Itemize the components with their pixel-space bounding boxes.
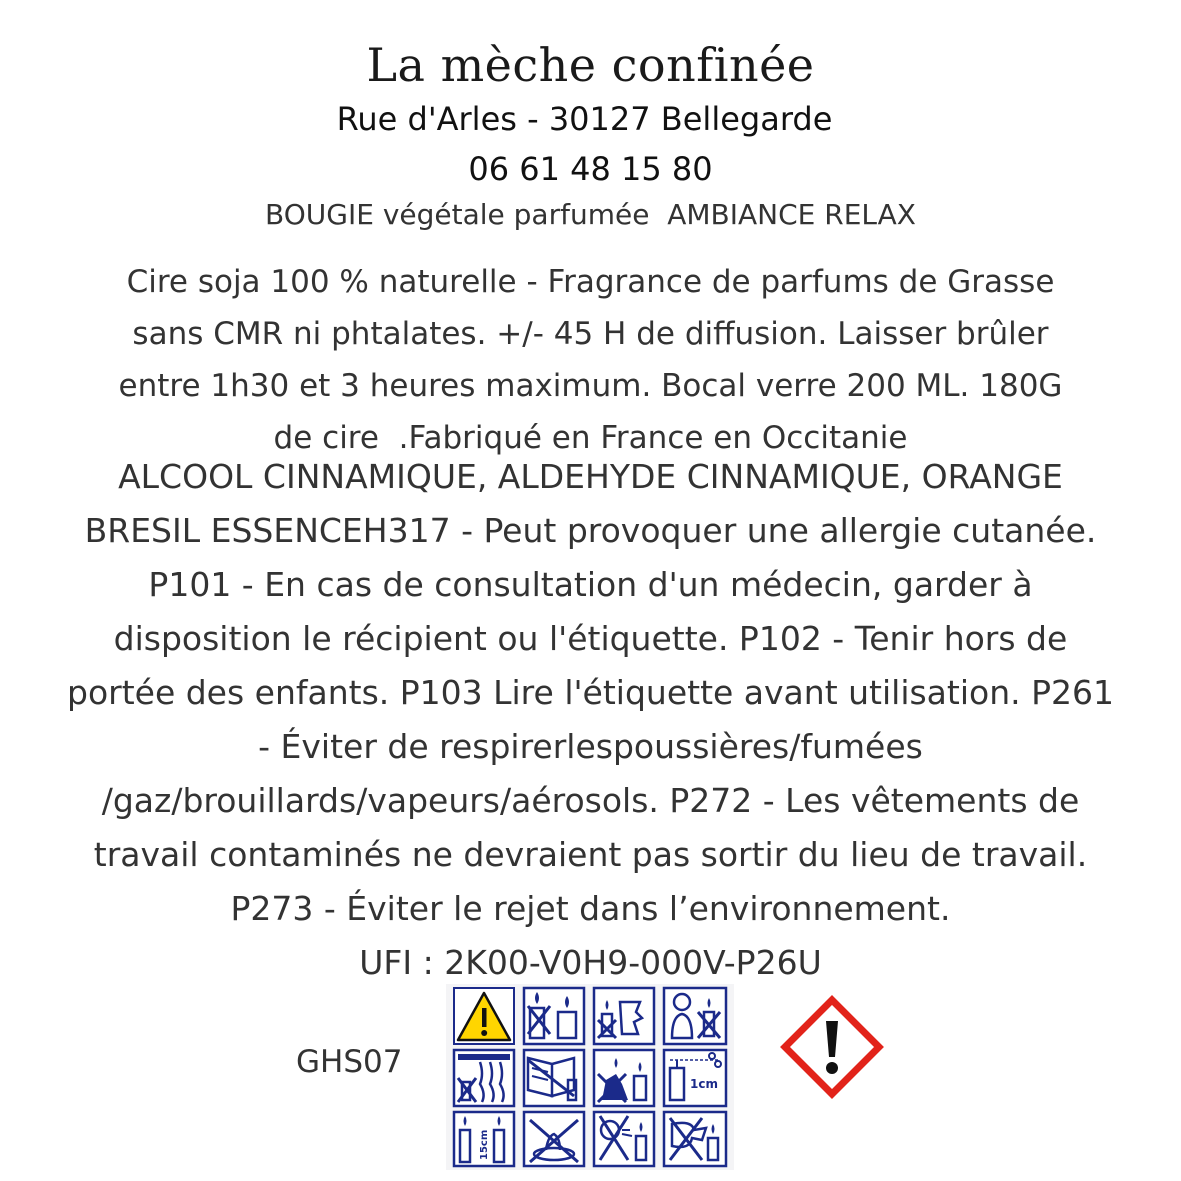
description-line: entre 1h30 et 3 heures maximum. Bocal verre 200 ML. 180G [118,368,1063,404]
no-candle-on-draft-icon [524,1112,584,1166]
hazard-line: P101 - En cas de consultation d'un médecin, garder à [148,565,1033,604]
description-line: de cire .Fabriqué en France en Occitanie [273,420,908,456]
hazard-line: BRESIL ESSENCEH317 - Peut provoquer une allergie cutanée. [84,511,1097,550]
hazard-line: portée des enfants. P103 Lire l'étiquette avant utilisation. P261 [67,673,1114,712]
hazard-line: ALCOOL CINNAMIQUE, ALDEHYDE CINNAMIQUE, ORANGE [118,457,1063,496]
product-description [0,256,1181,464]
hazard-line: P273 - Éviter le rejet dans l’environnement. [230,889,951,928]
safety-pictogram-grid [446,984,734,1170]
hazard-line: /gaz/brouillards/vapeurs/aérosols. P272 - Les vêtements de [101,781,1080,820]
hazard-statements [0,450,1181,990]
trim-wick-1cm-icon [664,1050,726,1106]
no-candle-near-curtains-icon [454,1050,514,1106]
no-blowing-icon [594,1112,654,1166]
description-line: Cire soja 100 % naturelle - Fragrance de parfums de Grasse [126,264,1055,300]
hazard-line: - Éviter de respirerlespoussières/fumées [258,727,923,766]
brand-title: La mèche confinée [366,38,815,92]
brand-phone: 06 61 48 15 80 [468,150,713,188]
hazard-line: UFI : 2K00-V0H9-000V-P26U [359,943,822,982]
hazard-line: disposition le récipient ou l'étiquette. P102 - Tenir hors de [113,619,1068,658]
no-candle-near-flammable-icon [594,988,654,1044]
description-line: sans CMR ni phtalates. +/- 45 H de diffusion. Laisser brûler [132,316,1049,352]
ghs-label: GHS07 [296,1044,403,1080]
product-name: BOUGIE végétale parfumée AMBIANCE RELAX [265,198,916,231]
keep-from-children-icon [664,988,726,1044]
no-candle-near-books-icon [524,1050,584,1106]
keep-15cm-apart-icon [454,1112,514,1166]
distance-label: 15cm [479,1129,490,1160]
warning-triangle-icon [454,988,514,1044]
no-candle-unattended-icon [524,988,584,1044]
brand-address: Rue d'Arles - 30127 Bellegarde [336,100,833,138]
hazard-line: travail contaminés ne devraient pas sortir du lieu de travail. [93,835,1088,874]
no-candle-near-pets-icon [594,1050,654,1106]
wick-length-label: 1cm [690,1077,718,1091]
no-candle-in-wind-icon [664,1112,726,1166]
exclamation-mark-hazard-icon [780,995,884,1104]
